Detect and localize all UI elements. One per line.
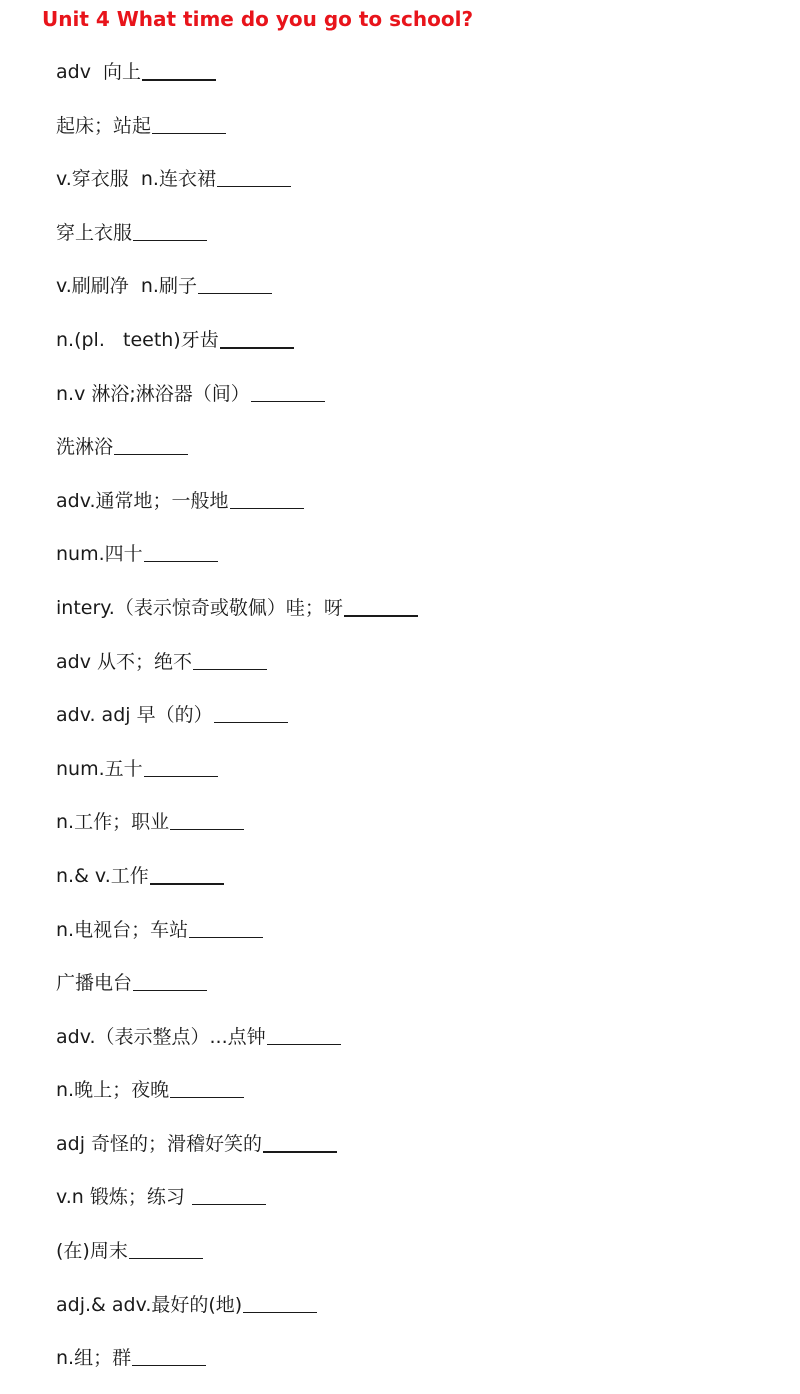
vocab-prompt: adv.通常地；一般地 — [56, 489, 229, 512]
vocab-item — [56, 376, 418, 430]
vocab-prompt: v.n 锻炼；练习 — [56, 1186, 191, 1209]
vocab-prompt: adv 向上 — [56, 61, 142, 83]
answer-blank[interactable] — [142, 54, 216, 81]
answer-blank[interactable] — [133, 965, 207, 991]
vocab-item — [56, 536, 418, 590]
vocab-item — [56, 1072, 418, 1126]
answer-blank[interactable] — [263, 1126, 337, 1153]
answer-blank[interactable] — [267, 1019, 341, 1045]
vocab-item — [56, 161, 418, 215]
answer-blank[interactable] — [132, 1340, 206, 1366]
vocab-item — [56, 1179, 418, 1233]
vocab-prompt: adv 从不；绝不 — [56, 650, 192, 673]
answer-blank[interactable] — [129, 1233, 203, 1259]
vocab-prompt: 穿上衣服 — [56, 221, 133, 244]
vocabulary-list — [56, 54, 418, 1394]
answer-blank[interactable] — [144, 536, 218, 562]
vocab-prompt: intery.（表示惊奇或敬佩）哇；呀 — [56, 596, 343, 619]
vocab-prompt: n.工作；职业 — [56, 811, 170, 834]
vocab-item — [56, 268, 418, 322]
vocab-prompt: v.刷刷净 n.刷子 — [56, 275, 197, 298]
vocab-prompt: (在)周末 — [56, 1240, 128, 1263]
vocab-item — [56, 1340, 418, 1394]
vocab-prompt: num.四十 — [56, 543, 143, 566]
vocab-prompt: n.电视台；车站 — [56, 918, 189, 941]
vocab-prompt: 起床；站起 — [56, 114, 152, 137]
vocab-item — [56, 1019, 418, 1073]
vocab-item — [56, 1126, 418, 1180]
vocab-prompt: v.穿衣服 n.连衣裙 — [56, 168, 216, 191]
vocab-prompt: n.v 淋浴;淋浴器（间） — [56, 382, 250, 405]
vocab-item — [56, 54, 418, 108]
vocab-item — [56, 1287, 418, 1341]
answer-blank[interactable] — [192, 1179, 266, 1205]
vocab-prompt: adj 奇怪的；滑稽好笑的 — [56, 1132, 263, 1155]
vocab-item — [56, 429, 418, 483]
vocab-prompt: num.五十 — [56, 757, 143, 780]
vocab-item — [56, 590, 418, 644]
vocab-item — [56, 858, 418, 912]
answer-blank[interactable] — [170, 804, 244, 830]
vocab-item — [56, 108, 418, 162]
answer-blank[interactable] — [133, 215, 207, 241]
answer-blank[interactable] — [251, 376, 325, 402]
answer-blank[interactable] — [198, 268, 272, 294]
answer-blank[interactable] — [344, 590, 418, 617]
vocab-prompt: adv. adj 早（的） — [56, 704, 213, 727]
vocab-item — [56, 965, 418, 1019]
answer-blank[interactable] — [152, 108, 226, 134]
vocab-prompt: n.& v.工作 — [56, 864, 149, 887]
vocab-item — [56, 644, 418, 698]
vocab-prompt: 广播电台 — [56, 972, 133, 995]
answer-blank[interactable] — [150, 858, 224, 885]
answer-blank[interactable] — [243, 1287, 317, 1313]
vocab-prompt: n.(pl. teeth)牙齿 — [56, 328, 219, 351]
answer-blank[interactable] — [144, 751, 218, 777]
vocab-item — [56, 215, 418, 269]
answer-blank[interactable] — [217, 161, 291, 187]
vocab-item — [56, 1233, 418, 1287]
vocab-item — [56, 483, 418, 537]
vocab-prompt: n.晚上；夜晚 — [56, 1079, 170, 1102]
vocab-prompt: 洗淋浴 — [56, 436, 114, 459]
answer-blank[interactable] — [193, 644, 267, 670]
vocab-prompt: adv.（表示整点）...点钟 — [56, 1025, 266, 1048]
answer-blank[interactable] — [170, 1072, 244, 1098]
vocab-item — [56, 322, 418, 376]
answer-blank[interactable] — [230, 483, 304, 509]
vocab-item — [56, 804, 418, 858]
vocab-item — [56, 912, 418, 966]
vocab-prompt: adj.& adv.最好的(地) — [56, 1293, 243, 1316]
answer-blank[interactable] — [114, 429, 188, 455]
vocab-item — [56, 751, 418, 805]
answer-blank[interactable] — [214, 697, 288, 723]
vocab-prompt: n.组；群 — [56, 1347, 132, 1370]
answer-blank[interactable] — [189, 912, 263, 938]
answer-blank[interactable] — [220, 322, 294, 349]
vocab-item — [56, 697, 418, 751]
page-title: Unit 4 What time do you go to school? — [42, 7, 474, 31]
